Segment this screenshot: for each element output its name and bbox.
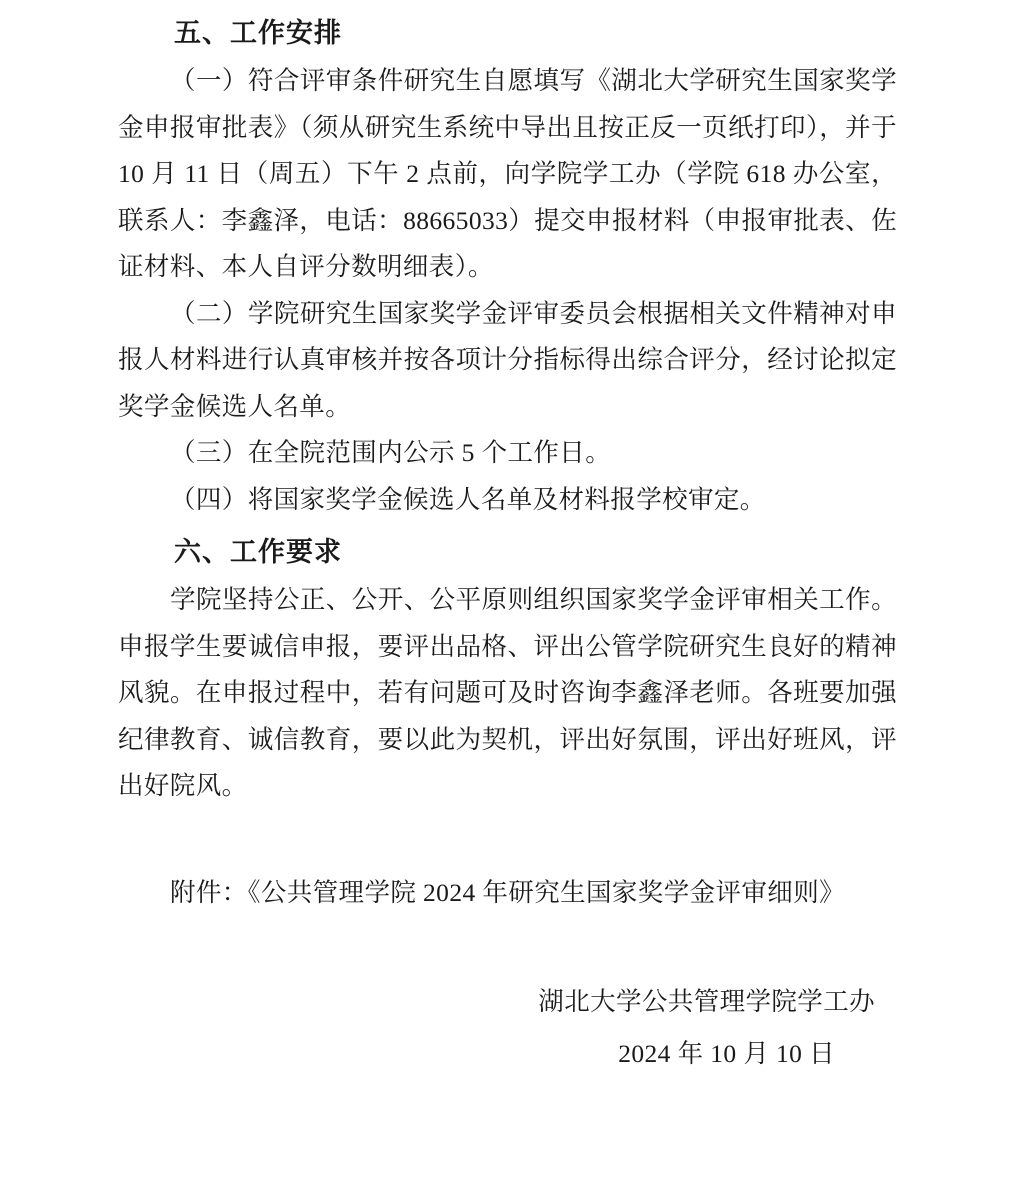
attachment-line: 附件：《公共管理学院 2024 年研究生国家奖学金评审细则》 — [170, 877, 846, 907]
paragraph-arrangement-2: （二）学院研究生国家奖学金评审委员会根据相关文件精神对申报人材料进行认真审核并按各项计分指标得出综合评分，经讨论拟定奖学金候选人名单。 — [118, 298, 897, 421]
spacer-before-attachment — [118, 810, 897, 870]
signature-organization: 湖北大学公共管理学院学工办 — [538, 986, 875, 1016]
section-heading-work-arrangement: 五、工作安排 — [174, 18, 342, 48]
paragraph-requirements-1: 学院坚持公正、公开、公平原则组织国家奖学金评审相关工作。申报学生要诚信申报，要评出品格、评出公管学院研究生良好的精神风貌。在申报过程中，若有问题可及时咨询李鑫泽老师。各班要加强纪律教育、诚信教育，要以此为契机，评出好氛围，评出好班风，评出好院风。 — [118, 585, 897, 800]
paragraph-arrangement-3: （三）在全院范围内公示 5 个工作日。 — [170, 438, 612, 467]
paragraph-arrangement-1: （一）符合评审条件研究生自愿填写《湖北大学研究生国家奖学金申报审批表》（须从研究生系统中导出且按正反一页纸打印），并于 10 月 11 日（周五）下午 2 点前，向学院学工办（学院 618 办公室，联系人：李鑫泽，电话：88665033）提交申报材料（申报审批表、佐证材料、本人自评分数明细表）。 — [118, 66, 897, 281]
signature-date: 2024 年 10 月 10 日 — [618, 1038, 835, 1068]
section-work-arrangement — [118, 10, 897, 523]
spacer-before-signature — [118, 916, 897, 976]
section-heading-work-requirements: 六、工作要求 — [174, 537, 342, 567]
paragraph-arrangement-4: （四）将国家奖学金候选人名单及材料报学校审定。 — [170, 484, 766, 514]
section-work-requirements — [118, 529, 897, 810]
